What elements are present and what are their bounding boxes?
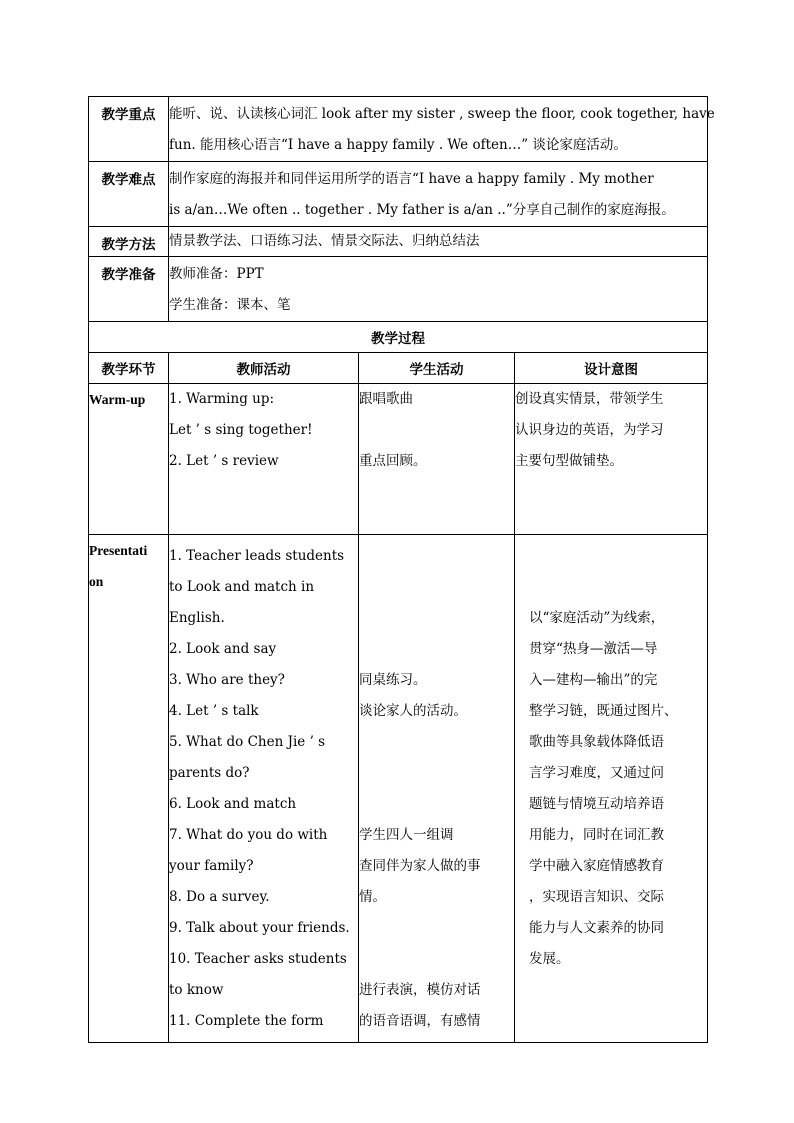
warmup-row bbox=[89, 384, 708, 535]
warmup-intent-line-2: 认识身边的英语，为学习 bbox=[515, 422, 664, 438]
presentation-teacher-line-2: to Look and match in bbox=[169, 579, 315, 595]
presentation-student-line-2 bbox=[359, 572, 514, 603]
presentation-student-line-4 bbox=[359, 634, 514, 665]
presentation-intent-line-12: ，实现语言知识、交际 bbox=[529, 889, 664, 905]
prep-label: 教学准备 bbox=[89, 257, 169, 322]
difficulty-row bbox=[89, 162, 708, 227]
presentation-stage bbox=[89, 535, 169, 1043]
presentation-teacher-line-15: to know bbox=[169, 982, 224, 998]
warmup-intent bbox=[515, 384, 708, 535]
presentation-student-line-12: 情。 bbox=[359, 889, 386, 905]
warmup-intent-line-3: 主要句型做铺垫。 bbox=[515, 453, 623, 469]
presentation-row bbox=[89, 535, 708, 1043]
presentation-student bbox=[359, 535, 515, 1043]
presentation-teacher-line-7: 5. What do Chen Jie ’ s bbox=[169, 734, 326, 750]
prep-content bbox=[169, 257, 708, 322]
presentation-student-line-11: 查同伴为家人做的事 bbox=[359, 858, 481, 874]
warmup-student bbox=[359, 384, 515, 535]
presentation-student-line-14 bbox=[359, 944, 514, 975]
focus-label: 教学重点 bbox=[89, 97, 169, 162]
method-label: 教学方法 bbox=[89, 227, 169, 257]
difficulty-label: 教学难点 bbox=[89, 162, 169, 227]
lesson-plan-table bbox=[88, 96, 715, 1043]
presentation-teacher-line-6: 4. Let ’ s talk bbox=[169, 703, 259, 719]
presentation-intent-line-1 bbox=[529, 541, 707, 572]
presentation-student-line-6: 谈论家人的活动。 bbox=[359, 703, 467, 719]
presentation-intent-line-9: 题链与情境互动培养语 bbox=[529, 796, 664, 812]
presentation-teacher-line-4: 2. Look and say bbox=[169, 641, 277, 657]
presentation-teacher-line-3: English. bbox=[169, 610, 225, 626]
warmup-student-line-3: 重点回顾。 bbox=[359, 453, 427, 469]
prep-line-1: 教师准备：PPT bbox=[169, 266, 264, 282]
presentation-intent bbox=[515, 535, 708, 1043]
presentation-intent-line-3: 以“家庭活动”为线索， bbox=[529, 610, 665, 626]
presentation-student-line-3 bbox=[359, 603, 514, 634]
presentation-teacher-line-13: 9. Talk about your friends. bbox=[169, 920, 350, 936]
difficulty-line-2: is a/an…We often .. together . My father is a/an ..”分享自己制作的家庭海报。 bbox=[169, 202, 675, 218]
presentation-teacher-line-11: your family? bbox=[169, 858, 254, 874]
method-row bbox=[89, 227, 708, 257]
focus-line-2: fun. 能用核心语言“I have a happy family . We often…” 谈论家庭活动。 bbox=[169, 137, 627, 153]
presentation-teacher-line-16: 11. Complete the form bbox=[169, 1013, 324, 1029]
presentation-teacher-line-14: 10. Teacher asks students bbox=[169, 951, 347, 967]
presentation-teacher-line-12: 8. Do a survey. bbox=[169, 889, 270, 905]
presentation-intent-line-2 bbox=[529, 572, 707, 603]
difficulty-line-1: 制作家庭的海报并和同伴运用所学的语言“I have a happy family . My mother bbox=[169, 171, 654, 187]
presentation-teacher-line-10: 7. What do you do with bbox=[169, 827, 328, 843]
prep-row bbox=[89, 257, 708, 322]
warmup-teacher-line-2: Let ’ s sing together! bbox=[169, 422, 313, 438]
presentation-intent-line-13: 能力与人文素养的协同 bbox=[529, 920, 664, 936]
presentation-intent-line-11: 学中融入家庭情感教育 bbox=[529, 858, 664, 874]
presentation-intent-line-4: 贯穿“热身—激活—导 bbox=[529, 641, 658, 657]
presentation-intent-line-10: 用能力，同时在词汇教 bbox=[529, 827, 664, 843]
warmup-teacher-line-3: 2. Let ’ s review bbox=[169, 453, 279, 469]
header-student: 学生活动 bbox=[359, 353, 515, 384]
presentation-teacher bbox=[169, 535, 359, 1043]
warmup-student-gap bbox=[359, 415, 514, 446]
presentation-student-line-8 bbox=[359, 758, 514, 789]
presentation-student-line-7 bbox=[359, 727, 514, 758]
presentation-teacher-line-1: 1. Teacher leads students bbox=[169, 548, 345, 564]
presentation-intent-line-8: 言学习难度，又通过问 bbox=[529, 765, 664, 781]
warmup-stage: Warm-up bbox=[89, 384, 169, 535]
warmup-teacher-line-1: 1. Warming up: bbox=[169, 391, 275, 407]
header-teacher: 教师活动 bbox=[169, 353, 359, 384]
presentation-intent-line-14: 发展。 bbox=[529, 951, 570, 967]
process-title: 教学过程 bbox=[89, 322, 708, 353]
presentation-intent-line-5: 入—建构—输出”的完 bbox=[529, 672, 658, 688]
presentation-teacher-line-8: parents do? bbox=[169, 765, 250, 781]
presentation-student-line-16: 的语音语调，有感情 bbox=[359, 1013, 481, 1029]
focus-content bbox=[169, 97, 715, 162]
presentation-intent-line-6: 整学习链，既通过图片、 bbox=[529, 703, 678, 719]
focus-row bbox=[89, 97, 708, 162]
prep-line-2: 学生准备：课本、笔 bbox=[169, 297, 291, 313]
method-content bbox=[169, 227, 708, 257]
presentation-intent-line-7: 歌曲等具象载体降低语 bbox=[529, 734, 664, 750]
presentation-student-line-13 bbox=[359, 913, 514, 944]
difficulty-content bbox=[169, 162, 708, 227]
header-intent: 设计意图 bbox=[515, 353, 708, 384]
presentation-student-line-5: 同桌练习。 bbox=[359, 672, 427, 688]
process-title-row bbox=[89, 322, 708, 353]
warmup-teacher bbox=[169, 384, 359, 535]
presentation-stage-line-1: Presentati bbox=[89, 543, 148, 558]
presentation-student-line-9 bbox=[359, 789, 514, 820]
warmup-student-line-1: 跟唱歌曲 bbox=[359, 391, 413, 407]
presentation-student-line-1 bbox=[359, 541, 514, 572]
method-text: 情景教学法、口语练习法、情景交际法、归纳总结法 bbox=[169, 233, 480, 249]
presentation-stage-line-2: on bbox=[89, 574, 104, 589]
header-stage: 教学环节 bbox=[89, 353, 169, 384]
presentation-teacher-line-5: 3. Who are they? bbox=[169, 672, 285, 688]
presentation-student-line-15: 进行表演，模仿对话 bbox=[359, 982, 481, 998]
presentation-teacher-line-9: 6. Look and match bbox=[169, 796, 297, 812]
process-header-row bbox=[89, 353, 708, 384]
focus-line-1: 能听、说、认读核心词汇 look after my sister , sweep the floor, cook together, have bbox=[169, 106, 715, 122]
presentation-student-line-10: 学生四人一组调 bbox=[359, 827, 454, 843]
warmup-intent-line-1: 创设真实情景，带领学生 bbox=[515, 391, 664, 407]
